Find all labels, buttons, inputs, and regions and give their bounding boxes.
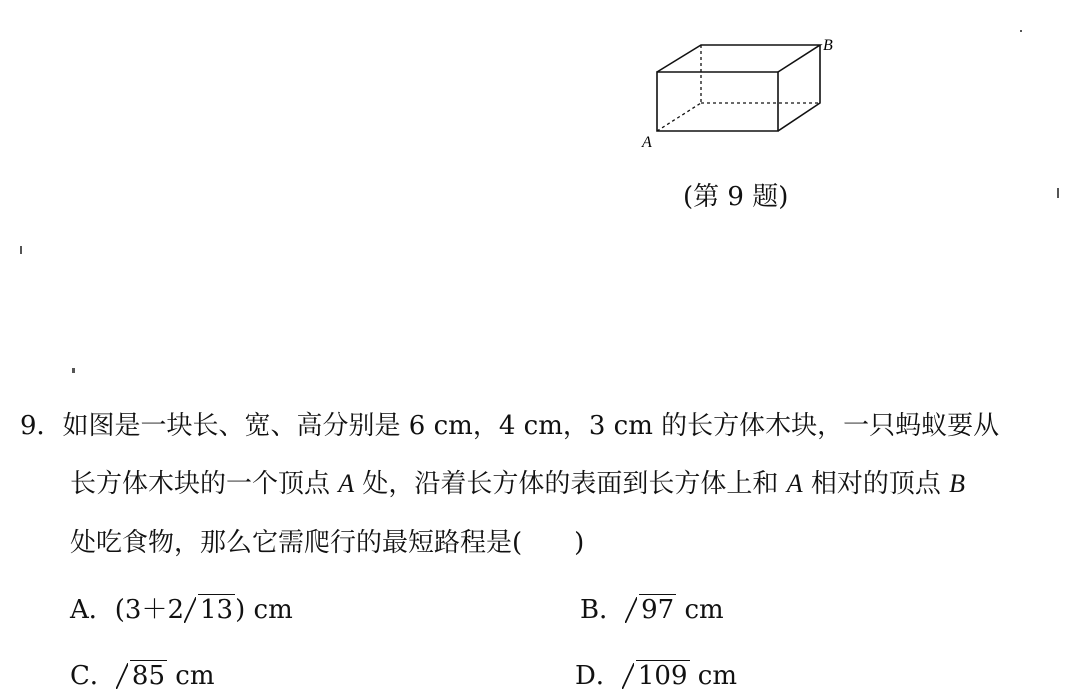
- option-a: [70, 589, 293, 626]
- option-b-suffix: cm: [676, 595, 724, 625]
- sqrt-symbol: [622, 661, 690, 691]
- question-text-2c: 相对的顶点: [802, 469, 950, 499]
- option-b: [580, 589, 724, 626]
- vertex-ref-A: A: [338, 469, 355, 498]
- vertex-label-B: B: [823, 37, 833, 54]
- option-b-radicand: 97: [641, 595, 675, 625]
- vertex-ref-A2: A: [786, 469, 803, 498]
- sqrt-symbol: [184, 595, 235, 625]
- vertex-label-A: A: [642, 134, 652, 151]
- sqrt-symbol: [116, 661, 167, 691]
- figure-caption: (第 9 题): [683, 182, 789, 212]
- front-face: [657, 72, 778, 131]
- option-d-radicand: 109: [637, 661, 688, 691]
- top-face: [657, 45, 820, 72]
- question-line-1: [20, 405, 999, 442]
- option-a-radicand: 13: [200, 595, 234, 625]
- option-a-prefix: (3＋2: [114, 595, 185, 625]
- scan-speck: [1020, 30, 1022, 32]
- vertex-ref-B: B: [949, 469, 965, 498]
- option-d-suffix: cm: [689, 661, 737, 691]
- scan-speck: [20, 246, 22, 254]
- option-b-label: B．: [580, 595, 626, 625]
- scan-speck: [1057, 188, 1059, 198]
- question-text-1: ．如图是一块长、宽、高分别是 6 cm，4 cm，3 cm 的长方体木块，一只蚂蚁要从: [36, 411, 1000, 441]
- question-number: 9: [20, 411, 37, 441]
- option-c-suffix: cm: [167, 661, 215, 691]
- option-c-radicand: 85: [131, 661, 165, 691]
- question-text-2b: 处，沿着长方体的表面到长方体上和: [354, 469, 787, 499]
- option-d: [575, 655, 737, 692]
- sqrt-symbol: [625, 595, 676, 625]
- question-line-3: 处吃食物，那么它需爬行的最短路程是( ): [70, 528, 585, 558]
- option-c-label: C．: [70, 661, 116, 691]
- option-a-label: A．: [70, 595, 115, 625]
- option-a-suffix: ) cm: [235, 595, 293, 625]
- option-d-label: D．: [575, 661, 622, 691]
- question-line-2: [70, 463, 965, 500]
- option-c: [70, 655, 214, 692]
- cuboid-figure: [640, 30, 850, 160]
- question-text-2a: 长方体木块的一个顶点: [70, 469, 339, 499]
- hidden-edge-depth: [657, 103, 701, 131]
- cuboid-diagram: [640, 30, 850, 160]
- scan-speck: [72, 368, 75, 373]
